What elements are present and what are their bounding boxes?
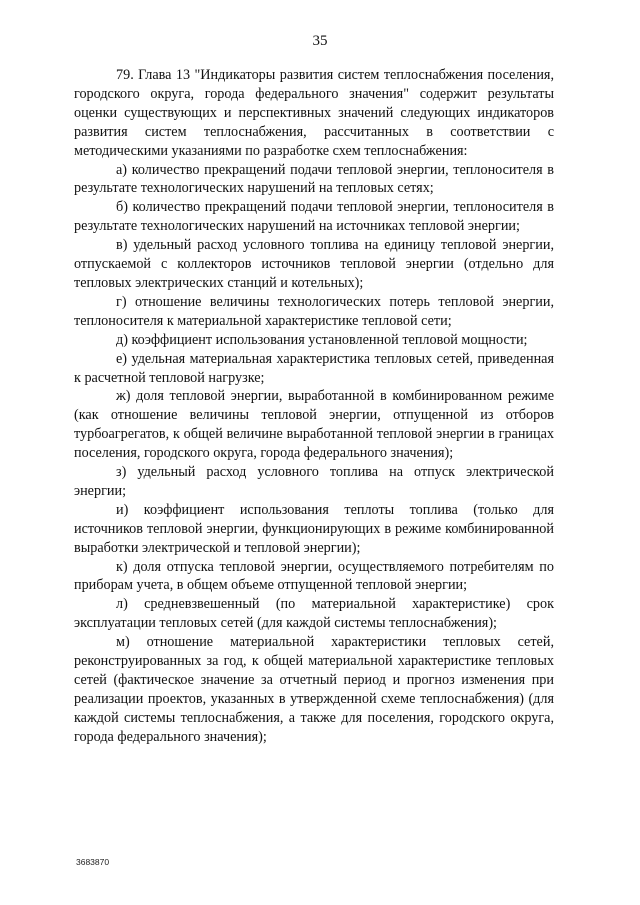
paragraph-79-intro: 79. Глава 13 "Индикаторы развития систем теплоснабжения поселения, городского округа, города федерального значения" содержит результаты оценки существующих и перспективных значений следующих индикаторов развития систем теплоснабжения, рассчитанных в соответствии с методическими указаниями по разработке схем теплоснабжения: [74, 67, 554, 159]
list-item-zh: ж) доля тепловой энергии, выработанной в комбинированном режиме (как отношение величины тепловой энергии, отпущенной из отборов турбоагрегатов, к общей величине выработанной тепловой энергии в границах поселения, городского округа, города федерального значения); [74, 388, 554, 462]
list-item-z: з) удельный расход условного топлива на отпуск электрической энергии; [74, 464, 554, 499]
list-item-k: к) доля отпуска тепловой энергии, осуществляемого потребителям по приборам учета, в общем объеме отпущенной тепловой энергии; [74, 558, 554, 594]
page-number: 35 [312, 33, 328, 49]
document-code: 3683870 [76, 857, 110, 867]
list-item-e: е) удельная материальная характеристика тепловых сетей, приведенная к расчетной тепловой нагрузке; [74, 350, 554, 386]
list-item-b: б) количество прекращений подачи тепловой энергии, теплоносителя в результате технологических нарушений на источниках тепловой энергии; [74, 199, 554, 235]
list-item-l: л) средневзвешенный (по материальной характеристике) срок эксплуатации тепловых сетей (для каждой системы теплоснабжения); [74, 596, 554, 632]
document-body [74, 66, 554, 747]
list-item-i: и) коэффициент использования теплоты топлива (только для источников тепловой энергии, функционирующих в режиме комбинированной выработки электрической и тепловой энергии); [74, 501, 554, 556]
list-item-a: а) количество прекращений подачи тепловой энергии, теплоносителя в результате технологических нарушений на тепловых сетях; [74, 161, 554, 197]
list-item-m: м) отношение материальной характеристики тепловых сетей, реконструированных за год, к общей материальной характеристике тепловых сетей (фактическое значение за отчетный период и прогноз изменения при реализации проектов, указанных в утвержденной схеме теплоснабжения) (для каждой системы теплоснабжения, а также для поселения, городского округа, города федерального значения); [74, 634, 554, 745]
list-item-d: д) коэффициент использования установленной тепловой мощности; [116, 331, 528, 348]
list-item-g: г) отношение величины технологических потерь тепловой энергии, теплоносителя к материальной характеристике тепловой сети; [74, 293, 554, 329]
list-item-v: в) удельный расход условного топлива на единицу тепловой энергии, отпускаемой с коллекторов источников тепловой энергии (отдельно для тепловых электрических станций и котельных); [74, 237, 554, 291]
